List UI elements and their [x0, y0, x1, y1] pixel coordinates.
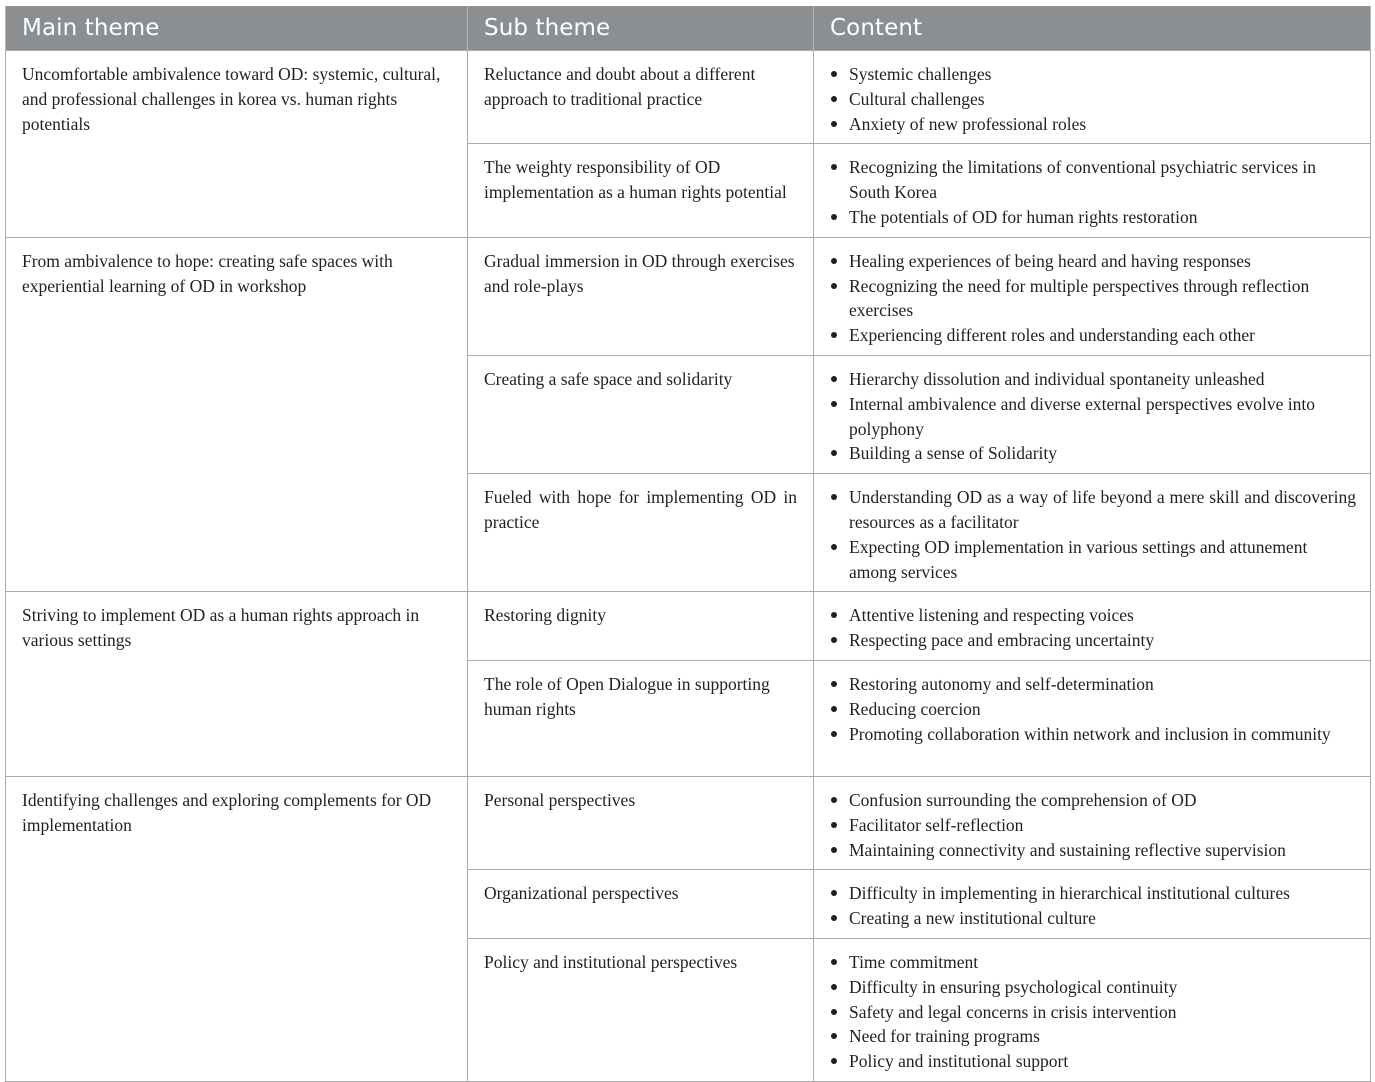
content-list [829, 881, 1356, 931]
content-cell [814, 51, 1371, 144]
table-row [6, 776, 1371, 869]
content-item: Understanding OD as a way of life beyond a mere skill and discovering resources as a facilitator [829, 485, 1356, 535]
content-list [829, 603, 1356, 653]
content-cell [814, 776, 1371, 869]
content-item: Maintaining connectivity and sustaining reflective supervision [829, 838, 1356, 863]
content-item: Expecting OD implementation in various settings and attunement among services [829, 535, 1356, 585]
content-list [829, 485, 1356, 584]
content-item: Facilitator self-reflection [829, 813, 1356, 838]
content-cell [814, 870, 1371, 939]
content-cell [814, 144, 1371, 237]
content-list [829, 249, 1356, 348]
content-item: Recognizing the need for multiple perspectives through reflection exercises [829, 274, 1356, 324]
sub-theme-cell: Reluctance and doubt about a different approach to traditional practice [468, 51, 814, 144]
main-theme-cell: Uncomfortable ambivalence toward OD: systemic, cultural, and professional challenges in korea vs. human rights potentials [6, 51, 468, 238]
content-list [829, 155, 1356, 229]
content-item: The potentials of OD for human rights restoration [829, 205, 1356, 230]
main-theme-cell: From ambivalence to hope: creating safe spaces with experiential learning of OD in workshop [6, 237, 468, 592]
content-item: Need for training programs [829, 1024, 1356, 1049]
table-body [6, 51, 1371, 1082]
content-item: Time commitment [829, 950, 1356, 975]
content-list [829, 788, 1356, 862]
content-cell [814, 592, 1371, 661]
content-item: Safety and legal concerns in crisis intervention [829, 1000, 1356, 1025]
content-item: Hierarchy dissolution and individual spontaneity unleashed [829, 367, 1356, 392]
sub-theme-cell: The weighty responsibility of OD implementation as a human rights potential [468, 144, 814, 237]
content-cell [814, 660, 1371, 776]
content-item: Experiencing different roles and understanding each other [829, 323, 1356, 348]
content-item: Internal ambivalence and diverse external perspectives evolve into polyphony [829, 392, 1356, 442]
content-item: Promoting collaboration within network and inclusion in community [829, 722, 1356, 747]
content-item: Building a sense of Solidarity [829, 441, 1356, 466]
content-item: Confusion surrounding the comprehension of OD [829, 788, 1356, 813]
content-item: Healing experiences of being heard and having responses [829, 249, 1356, 274]
sub-theme-cell: Creating a safe space and solidarity [468, 355, 814, 473]
content-item: Attentive listening and respecting voices [829, 603, 1356, 628]
sub-theme-cell: The role of Open Dialogue in supporting human rights [468, 660, 814, 776]
content-item: Recognizing the limitations of conventional psychiatric services in South Korea [829, 155, 1356, 205]
content-item: Systemic challenges [829, 62, 1356, 87]
content-cell [814, 237, 1371, 355]
content-list [829, 62, 1356, 136]
content-list [829, 367, 1356, 466]
header-sub-theme: Sub theme [468, 6, 814, 51]
sub-theme-cell: Gradual immersion in OD through exercises and role-plays [468, 237, 814, 355]
themes-table [5, 6, 1371, 1082]
content-cell [814, 355, 1371, 473]
content-item: Anxiety of new professional roles [829, 112, 1356, 137]
table-row [6, 237, 1371, 355]
content-item: Difficulty in implementing in hierarchical institutional cultures [829, 881, 1356, 906]
content-item: Cultural challenges [829, 87, 1356, 112]
content-item: Respecting pace and embracing uncertainty [829, 628, 1356, 653]
content-item: Restoring autonomy and self-determination [829, 672, 1356, 697]
content-item: Policy and institutional support [829, 1049, 1356, 1074]
sub-theme-cell: Restoring dignity [468, 592, 814, 661]
sub-theme-cell: Fueled with hope for implementing OD in practice [468, 474, 814, 592]
header-main-theme: Main theme [6, 6, 468, 51]
sub-theme-cell: Organizational perspectives [468, 870, 814, 939]
content-list [829, 672, 1356, 746]
header-content: Content [814, 6, 1371, 51]
sub-theme-cell: Policy and institutional perspectives [468, 938, 814, 1081]
sub-theme-cell: Personal perspectives [468, 776, 814, 869]
table-row [6, 51, 1371, 144]
content-cell [814, 938, 1371, 1081]
table-row [6, 592, 1371, 661]
content-item: Creating a new institutional culture [829, 906, 1356, 931]
content-list [829, 950, 1356, 1074]
main-theme-cell: Identifying challenges and exploring complements for OD implementation [6, 776, 468, 1081]
table-header [6, 6, 1371, 51]
content-item: Difficulty in ensuring psychological continuity [829, 975, 1356, 1000]
header-row [6, 6, 1371, 51]
content-cell [814, 474, 1371, 592]
content-item: Reducing coercion [829, 697, 1356, 722]
main-theme-cell: Striving to implement OD as a human rights approach in various settings [6, 592, 468, 777]
